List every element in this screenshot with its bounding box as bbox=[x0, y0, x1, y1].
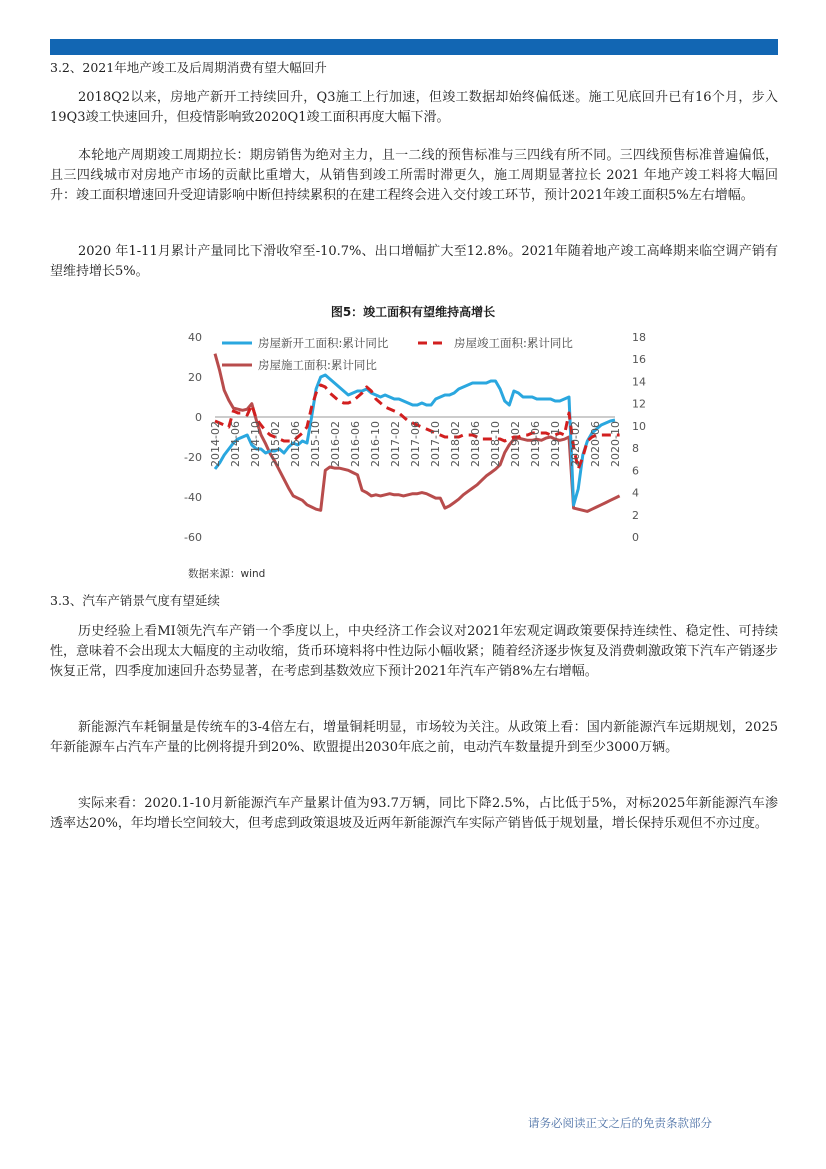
x-tick-label: 2014-06 bbox=[229, 421, 242, 467]
x-tick-label: 2019-02 bbox=[509, 421, 522, 467]
right-tick-label: 10 bbox=[632, 419, 646, 433]
section-title-3-2: 3.2、2021年地产竣工及后周期消费有望大幅回升 bbox=[50, 60, 327, 75]
right-tick-label: 18 bbox=[632, 331, 646, 344]
x-tick-label: 2014-10 bbox=[249, 421, 262, 467]
paragraph-5: 新能源汽车耗铜量是传统车的3-4倍左右，增量铜耗明显，市场较为关注。从政策上看：国内新能源汽车远期规划，2025年新能源车占汽车产量的比例将提升到20%、欧盟提出2030年底之前，电动汽车数量提升到至少3000万辆。 bbox=[50, 720, 778, 755]
x-axis-labels bbox=[209, 421, 622, 467]
left-tick-label: -40 bbox=[184, 491, 202, 504]
paragraph-3: 2020 年1-11月累计产量同比下滑收窄至-10.7%、出口增幅扩大至12.8%。2021年随着地产竣工高峰期来临空调产销有望维持增长5%。 bbox=[50, 244, 778, 279]
paragraph-2: 本轮地产周期竣工周期拉长：期房销售为绝对主力，且一二线的预售标准与三四线有所不同。三四线预售标准普遍偏低，且三四线城市对房地产市场的贡献比重增大，从销售到竣工所需时滞更久，施工周期显著拉长 2021 年地产竣工料将大幅回升：竣工面积增速回升受迎请影响中断但持续累积的在建工程终会进入交付竣工环节，预计2021年竣工面积5%左右增幅。 bbox=[50, 148, 778, 203]
legend-label-2: 房屋施工面积:累计同比 bbox=[258, 358, 377, 372]
left-tick-label: -60 bbox=[184, 531, 202, 544]
x-tick-label: 2016-10 bbox=[369, 421, 382, 467]
left-axis bbox=[184, 331, 202, 544]
completion-area-chart bbox=[170, 325, 660, 555]
header-bar bbox=[50, 39, 778, 55]
x-tick-label: 2016-06 bbox=[349, 421, 362, 467]
legend-label-1: 房屋竣工面积:累计同比 bbox=[454, 336, 573, 350]
x-tick-label: 2018-10 bbox=[489, 421, 502, 467]
right-tick-label: 4 bbox=[632, 486, 639, 500]
paragraph-4: 历史经验上看MI领先汽车产销一个季度以上，中央经济工作会议对2021年宏观定调政策要保持连续性、稳定性、可持续性，意味着不会出现太大幅度的主动收缩，货币环境料将中性边际小幅收紧；随着经济逐步恢复及消费刺激政策下汽车产销逐步恢复正常，四季度加速回升态势显著，在考虑到基数效应下预计2021年汽车产销8%左右增幅。 bbox=[50, 624, 779, 679]
right-tick-label: 16 bbox=[632, 353, 646, 367]
right-tick-label: 12 bbox=[632, 397, 646, 411]
x-tick-label: 2017-10 bbox=[429, 421, 442, 467]
left-tick-label: 40 bbox=[188, 331, 202, 344]
right-axis bbox=[632, 331, 646, 544]
right-tick-label: 8 bbox=[632, 442, 639, 456]
right-tick-label: 6 bbox=[632, 464, 639, 478]
footer-disclaimer: 请务必阅读正文之后的免责条款部分 bbox=[528, 1116, 712, 1130]
x-tick-label: 2019-10 bbox=[549, 421, 562, 467]
legend-label-0: 房屋新开工面积:累计同比 bbox=[258, 336, 389, 350]
right-tick-label: 14 bbox=[632, 375, 646, 389]
x-tick-label: 2019-06 bbox=[529, 421, 542, 467]
left-tick-label: -20 bbox=[184, 451, 202, 464]
paragraph-1: 2018Q2以来，房地产新开工持续回升，Q3施工上行加速，但竣工数据却始终偏低迷。施工见底回升已有16个月，步入19Q3竣工快速回升，但疫情影响致2020Q1竣工面积再度大幅下滑。 bbox=[50, 90, 778, 125]
figure-source: 数据来源：wind bbox=[188, 568, 266, 580]
right-tick-label: 2 bbox=[632, 508, 639, 522]
chart-legend bbox=[222, 336, 573, 372]
x-tick-label: 2017-02 bbox=[389, 421, 402, 467]
left-tick-label: 0 bbox=[195, 411, 202, 424]
figure-title-prefix: 图5：竣工面积有望维持高 bbox=[330, 305, 472, 319]
x-tick-label: 2020-06 bbox=[589, 421, 602, 467]
left-tick-label: 20 bbox=[188, 371, 202, 384]
right-tick-label: 0 bbox=[632, 531, 639, 544]
x-tick-label: 2015-10 bbox=[309, 421, 322, 467]
section-title-3-3: 3.3、汽车产销景气度有望延续 bbox=[50, 593, 220, 608]
figure-title bbox=[0, 303, 826, 320]
x-tick-label: 2016-02 bbox=[329, 421, 342, 467]
figure-title-suffix: 增长 bbox=[471, 305, 496, 319]
x-tick-label: 2014-02 bbox=[209, 421, 222, 467]
x-tick-label: 2020-10 bbox=[609, 421, 622, 467]
x-tick-label: 2020-02 bbox=[569, 421, 582, 467]
x-tick-label: 2018-02 bbox=[449, 421, 462, 467]
x-tick-label: 2015-02 bbox=[269, 421, 282, 467]
x-tick-label: 2015-06 bbox=[289, 421, 302, 467]
x-tick-label: 2017-06 bbox=[409, 421, 422, 467]
paragraph-6: 实际来看：2020.1-10月新能源汽车产量累计值为93.7万辆，同比下降2.5%，占比低于5%，对标2025年新能源汽车渗透率达20%，年均增长空间较大，但考虑到政策退坡及近两年新能源汽车实际产销皆低于规划量，增长保持乐观但不亦过度。 bbox=[50, 796, 778, 831]
x-tick-label: 2018-06 bbox=[469, 421, 482, 467]
